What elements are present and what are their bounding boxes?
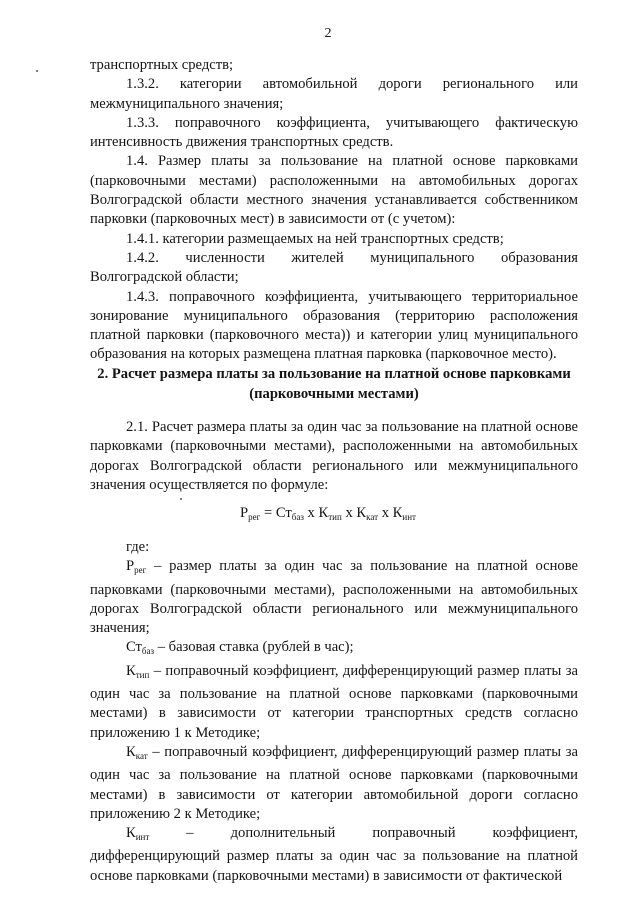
- clause-1-3-3: 1.3.3. поправочного коэффициента, учитывающего фактическую интенсивность движения транспортных средств.: [90, 114, 578, 151]
- clause-1-3-1-tail: транспортных средств;: [90, 57, 234, 73]
- formula-times-1: x: [303, 505, 319, 521]
- clauses-block: [90, 56, 578, 365]
- formula-term-ktip: К: [318, 505, 329, 521]
- clause-1-4-2: 1.4.2. численности жителей муниципального образования Волгоградской области;: [90, 249, 578, 286]
- page-number: 2: [324, 26, 332, 41]
- formula-term-st: Ст: [275, 505, 292, 521]
- formula-term-kkat-sub: кат: [366, 512, 379, 522]
- formula-term-kkat: К: [356, 505, 367, 521]
- clause-2-1: 2.1. Расчет размера платы за один час за пользование на платной основе парковками (парковочными местами), расположенными на автомобильных дорогах Волгоградской области регионального или межмуниципального значения осуществляется по формуле:: [90, 419, 578, 493]
- definition-kint: $К_{инт}$ – дополнительный поправочный коэффициент, дифференцирующий размер платы за один час за пользование на платной основе парковками (парковочными местами) в зависимости от фактической: [90, 825, 578, 884]
- where-label: где:: [126, 539, 150, 555]
- scan-speck: [180, 498, 182, 500]
- formula-term-st-sub: баз: [291, 512, 304, 522]
- clause-1-4-1: 1.4.1. категории размещаемых на ней транспортных средств;: [126, 230, 504, 247]
- formula-lhs-sub: рег: [248, 512, 261, 522]
- formula-term-kint: К: [392, 505, 403, 521]
- intro-block: [90, 418, 578, 495]
- clause-1-3-2: 1.3.2. категории автомобильной дороги регионального или межмуниципального значения;: [90, 76, 578, 112]
- clause-1-4-3: 1.4.3. поправочного коэффициента, учитывающего территориальное зонирование муниципального образования (территорию расположения платной парковки (парковочного места)) и категории улиц муниципального образования на которых размещена платная парковка (парковочное место).: [90, 288, 578, 363]
- formula: [0, 505, 640, 522]
- scan-speck: [36, 70, 38, 72]
- formula-term-ktip-sub: тип: [328, 512, 342, 522]
- definitions-block: [90, 538, 578, 886]
- formula-times-3: x: [378, 505, 393, 521]
- definition-prег: $P_{рег}$ – размер платы за один час за пользование на платной основе парковками (парковочными местами), расположенными на автомобильных дорогах Волгоградской области регионального или межмуниципального значения;: [90, 558, 578, 637]
- clause-1-4: 1.4. Размер платы за пользование на платной основе парковками (парковочными местами) расположенными на автомобильных дорогах Волгоградской области местного значения устанавливается собственником парковки (парковочных мест) в зависимости от (с учетом):: [90, 153, 578, 228]
- definition-stbaz: $Ст_{баз}$ – базовая ставка (рублей в час);: [126, 639, 354, 657]
- definition-ktip: $К_{тип}$ – поправочный коэффициент, дифференцирующий размер платы за один час за пользование на платной основе парковками (парковочными местами) в зависимости от категории транспортных средств согласно приложению 1 к Методике;: [90, 662, 578, 741]
- formula-equals: =: [260, 505, 276, 521]
- section-heading: 2. Расчет размера платы за пользование на платной основе парковками (парковочными местами): [97, 366, 571, 402]
- definition-kkat: $К_{кат}$ – поправочный коэффициент, дифференцирующий размер платы за один час за пользование на платной основе парковками (парковочными местами) в зависимости от категории автомобильной дороги согласно приложению 2 к Методике;: [90, 743, 578, 822]
- formula-times-2: x: [341, 505, 357, 521]
- formula-lhs: P: [240, 505, 249, 521]
- formula-term-kint-sub: инт: [402, 512, 416, 522]
